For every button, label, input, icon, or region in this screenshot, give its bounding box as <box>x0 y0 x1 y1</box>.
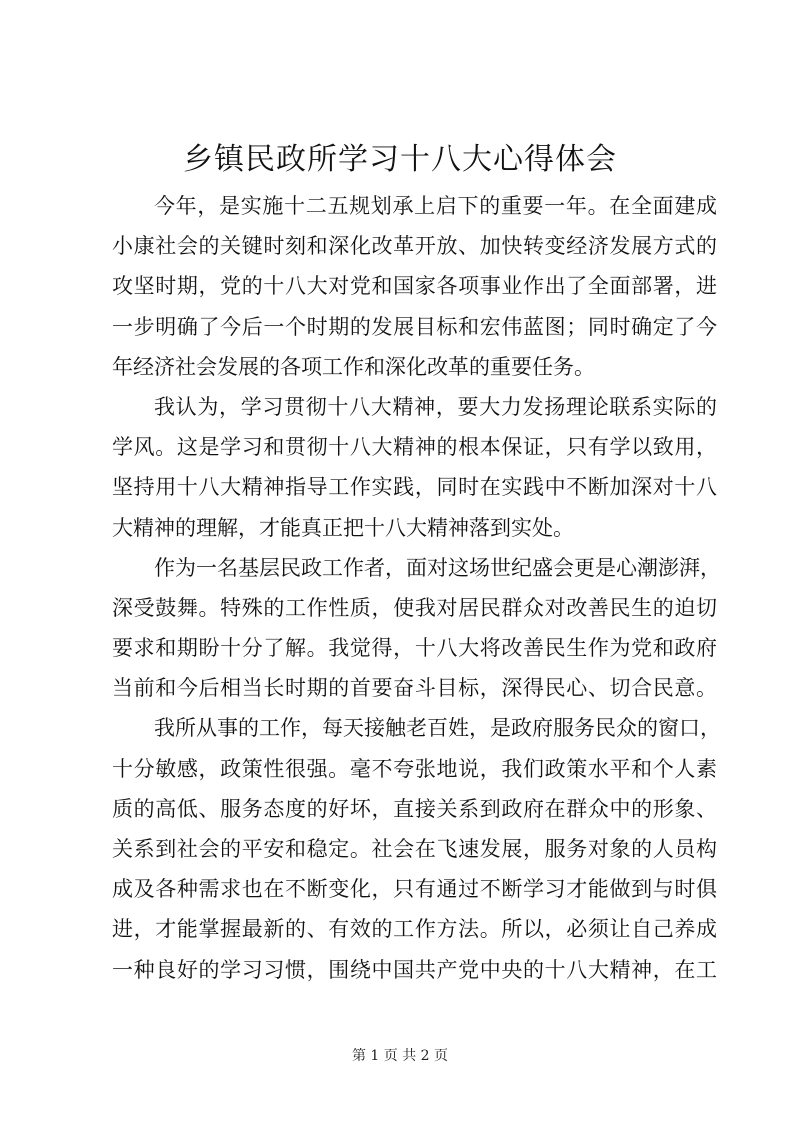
paragraph-line: 大精神的理解，才能真正把十八大精神落到实处。 <box>112 515 574 540</box>
paragraph <box>112 186 717 387</box>
paragraph-line: 要求和期盼十分了解。我觉得，十八大将改善民生作为党和政府 <box>112 636 717 661</box>
paragraph-line: 攻坚时期，党的十八大对党和国家各项事业作出了全面部署，进 <box>112 274 717 299</box>
paragraph-line: 年经济社会发展的各项工作和深化改革的重要任务。 <box>112 354 595 379</box>
document-title: 乡镇民政所学习十八大心得体会 <box>183 142 617 177</box>
paragraph <box>112 708 721 989</box>
paragraph-line: 成及各种需求也在不断变化，只有通过不断学习才能做到与时俱 <box>112 877 717 902</box>
paragraph-line: 质的高低、服务态度的好坏，直接关系到政府在群众中的形象、 <box>112 796 717 821</box>
paragraph-line: 我所从事的工作，每天接触老百姓，是政府服务民众的窗口， <box>154 716 721 741</box>
page-footer: 第 1 页 共 2 页 <box>351 1048 449 1064</box>
paragraph-line: 深受鼓舞。特殊的工作性质，使我对居民群众对改善民生的迫切 <box>112 595 717 620</box>
paragraph-line: 一种良好的学习习惯，围绕中国共产党中央的十八大精神，在工 <box>112 957 717 982</box>
document-body <box>112 186 721 990</box>
paragraph-line: 坚持用十八大精神指导工作实践，同时在实践中不断加深对十八 <box>112 475 717 500</box>
paragraph-line: 当前和今后相当长时期的首要奋斗目标，深得民心、切合民意。 <box>112 676 717 701</box>
paragraph <box>112 387 717 548</box>
paragraph-line: 我认为，学习贯彻十八大精神，要大力发扬理论联系实际的 <box>154 394 717 419</box>
paragraph-line: 小康社会的关键时刻和深化改革开放、加快转变经济发展方式的 <box>112 234 717 259</box>
paragraph-line: 十分敏感，政策性很强。毫不夸张地说，我们政策水平和个人素 <box>112 756 717 781</box>
paragraph-line: 作为一名基层民政工作者，面对这场世纪盛会更是心潮澎湃， <box>154 555 721 580</box>
paragraph-line: 一步明确了今后一个时期的发展目标和宏伟蓝图；同时确定了今 <box>112 314 717 339</box>
paragraph-line: 关系到社会的平安和稳定。社会在飞速发展，服务对象的人员构 <box>112 837 717 861</box>
paragraph-line: 进，才能掌握最新的、有效的工作方法。所以，必须让自己养成 <box>112 917 717 942</box>
paragraph-line: 学风。这是学习和贯彻十八大精神的根本保证，只有学以致用， <box>112 435 717 460</box>
paragraph <box>112 548 721 709</box>
paragraph-line: 今年，是实施十二五规划承上启下的重要一年。在全面建成 <box>154 194 717 218</box>
